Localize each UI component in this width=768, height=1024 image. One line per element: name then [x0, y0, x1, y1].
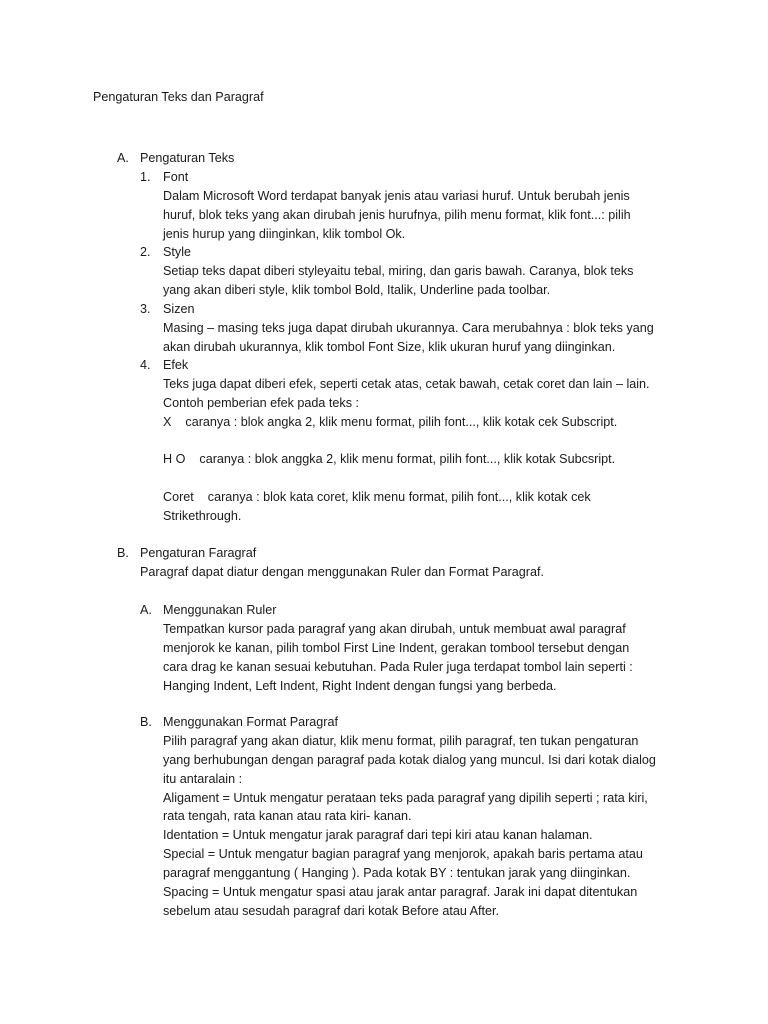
sub-b-heading: Menggunakan Format Paragraf — [163, 715, 339, 729]
sub-b-line-1: Pilih paragraf yang akan diatur, klik menu format, pilih paragraf, ten tukan pengaturan — [163, 734, 639, 748]
example-2 — [163, 451, 615, 467]
sub-b-line-9: Spacing = Untuk mengatur spasi atau jarak antar paragraf. Jarak ini dapat ditentukan — [163, 885, 638, 899]
sub-a-line-3: cara drag ke kanan sesuai kebutuhan. Pada Ruler juga terdapat tombol lain seperti : — [163, 660, 633, 674]
example-3-continuation: Strikethrough. — [163, 509, 242, 523]
sub-a-line-1: Tempatkan kursor pada paragraf yang akan dirubah, untuk membuat awal paragraf — [163, 622, 626, 636]
item-4-label: Efek — [163, 358, 189, 372]
example-1-term: X — [163, 415, 172, 429]
sub-b-line-10: sebelum atau sesudah paragraf dari kotak Before atau After. — [163, 904, 500, 918]
example-1 — [163, 414, 617, 430]
sub-a-marker: A. — [140, 603, 152, 617]
item-2-number: 2. — [140, 245, 151, 259]
item-3-number: 3. — [140, 302, 151, 316]
item-4-line-2: Contoh pemberian efek pada teks : — [163, 396, 360, 410]
example-2-term: H O — [163, 452, 186, 466]
example-3-term: Coret — [163, 490, 194, 504]
item-3-label: Sizen — [163, 302, 195, 316]
sub-a-heading: Menggunakan Ruler — [163, 603, 277, 617]
item-4-line-1: Teks juga dapat diberi efek, seperti cetak atas, cetak bawah, cetak coret dan lain – lain. — [163, 377, 650, 391]
sub-a-line-4: Hanging Indent, Left Indent, Right Indent dengan fungsi yang berbeda. — [163, 679, 557, 693]
section-a-marker: A. — [117, 151, 129, 165]
item-3-line-2: akan dirubah ukurannya, klik tombol Font Size, klik ukuran huruf yang diinginkan. — [163, 340, 616, 354]
sub-b-line-2: yang berhubungan dengan paragraf pada kotak dialog yang muncul. Isi dari kotak dialog — [163, 753, 656, 767]
sub-b-line-6: Identation = Untuk mengatur jarak paragraf dari tepi kiri atau kanan halaman. — [163, 828, 593, 842]
item-2-line-1: Setiap teks dapat diberi styleyaitu tebal, miring, dan garis bawah. Caranya, blok teks — [163, 264, 634, 278]
sub-b-line-8: paragraf menggantung ( Hanging ). Pada kotak BY : tentukan jarak yang diinginkan. — [163, 866, 631, 880]
example-3-text: caranya : blok kata coret, klik menu format, pilih font..., klik kotak cek — [207, 490, 591, 504]
sub-b-line-3: itu antaralain : — [163, 772, 243, 786]
item-3-line-1: Masing – masing teks juga dapat dirubah ukurannya. Cara merubahnya : blok teks yang — [163, 321, 654, 335]
section-b-intro: Paragraf dapat diatur dengan menggunakan Ruler dan Format Paragraf. — [140, 565, 544, 579]
sub-b-marker: B. — [140, 715, 152, 729]
section-b-marker: B. — [117, 546, 129, 560]
item-1-line-2: huruf, blok teks yang akan dirubah jenis hurufnya, pilih menu format, klik font...: pilih — [163, 208, 631, 222]
item-1-number: 1. — [140, 170, 151, 184]
item-1-label: Font — [163, 170, 189, 184]
sub-b-line-4: Aligament = Untuk mengatur perataan teks pada paragraf yang dipilih seperti ; rata kiri, — [163, 791, 648, 805]
example-2-text: caranya : blok anggka 2, klik menu format, pilih font..., klik kotak Subcsript. — [199, 452, 616, 466]
example-3 — [163, 489, 591, 505]
sub-b-line-5: rata tengah, rata kanan atau rata kiri- kanan. — [163, 809, 412, 823]
example-1-text: caranya : blok angka 2, klik menu format, pilih font..., klik kotak cek Subscript. — [185, 415, 618, 429]
item-1-line-3: jenis hurup yang diinginkan, klik tombol Ok. — [163, 227, 406, 241]
sub-a-line-2: menjorok ke kanan, pilih tombol First Line Indent, gerakan tombool tersebut dengan — [163, 641, 630, 655]
item-1-line-1: Dalam Microsoft Word terdapat banyak jenis atau variasi huruf. Untuk berubah jenis — [163, 189, 630, 203]
section-a-heading: Pengaturan Teks — [140, 151, 235, 165]
item-4-number: 4. — [140, 358, 151, 372]
item-2-line-2: yang akan diberi style, klik tombol Bold, Italik, Underline pada toolbar. — [163, 283, 551, 297]
sub-b-line-7: Special = Untuk mengatur bagian paragraf yang menjorok, apakah baris pertama atau — [163, 847, 643, 861]
page-title: Pengaturan Teks dan Paragraf — [93, 90, 264, 104]
item-2-label: Style — [163, 245, 191, 259]
section-b-heading: Pengaturan Faragraf — [140, 546, 257, 560]
